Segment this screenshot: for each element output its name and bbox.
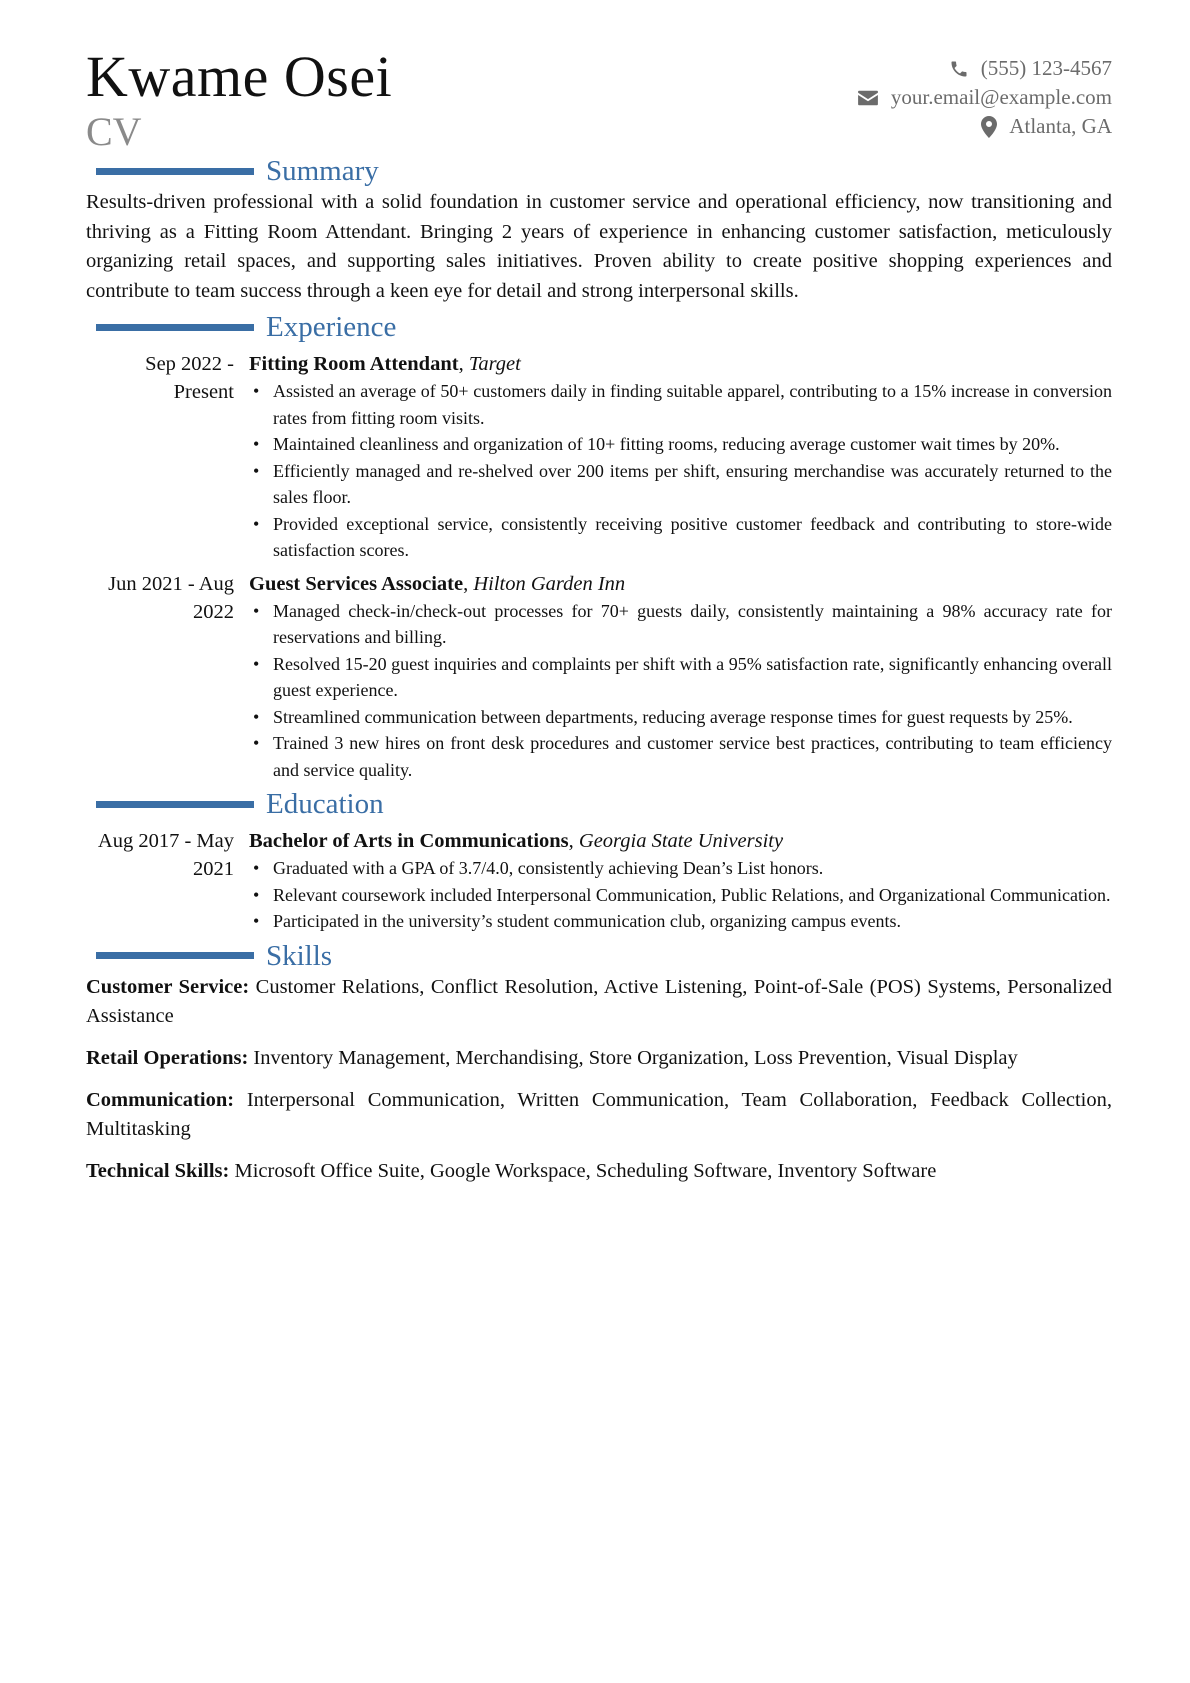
entry-org: Georgia State University bbox=[578, 830, 784, 852]
skill-label: Retail Operations: bbox=[86, 1046, 249, 1069]
entry-bullets bbox=[249, 855, 1112, 935]
list-item: • Trained 3 new hires on front desk procedures and customer service best practices, contributing to team efficiency and service quality. bbox=[249, 730, 1112, 783]
list-item: • Efficiently managed and re-shelved over 200 items per shift, ensuring merchandise was accurately returned to the sales floor. bbox=[249, 458, 1112, 511]
list-item: • Assisted an average of 50+ customers daily in finding suitable apparel, contributing to a 15% increase in conversion rates from fitting room visits. bbox=[249, 378, 1112, 431]
skill-items: Interpersonal Communication, Written Communication, Team Collaboration, Feedback Collection, Multitasking bbox=[86, 1088, 1112, 1140]
contact-phone[interactable]: (555) 123-4567 bbox=[980, 56, 1112, 80]
list-item: • Graduated with a GPA of 3.7/4.0, consistently achieving Dean’s List honors. bbox=[249, 855, 1112, 882]
skill-group bbox=[86, 1157, 1112, 1186]
person-name: Kwame Osei bbox=[86, 44, 393, 109]
contact-email-row bbox=[857, 83, 1112, 112]
skill-group bbox=[86, 1086, 1112, 1144]
education-title: Education bbox=[266, 788, 384, 820]
envelope-icon bbox=[857, 89, 879, 107]
contact-location-row bbox=[857, 112, 1112, 141]
skill-group bbox=[86, 973, 1112, 1031]
entry-role: Guest Services Associate bbox=[249, 572, 464, 595]
experience-heading bbox=[96, 310, 1112, 344]
experience-title: Experience bbox=[266, 311, 397, 343]
list-item: • Provided exceptional service, consistently receiving positive customer feedback and contributing to store-wide satisfaction scores. bbox=[249, 511, 1112, 564]
list-item: • Resolved 15-20 guest inquiries and complaints per shift with a 95% satisfaction rate, significantly enhancing overall guest experience. bbox=[249, 651, 1112, 704]
contact-location: Atlanta, GA bbox=[1009, 114, 1112, 138]
map-marker-icon bbox=[981, 116, 997, 138]
skills-heading bbox=[96, 939, 1112, 973]
entry-date: Sep 2022 - Present bbox=[145, 353, 234, 403]
skill-items: Microsoft Office Suite, Google Workspace, Scheduling Software, Inventory Software bbox=[234, 1159, 937, 1182]
entry-title: Guest Services Associate, Hilton Garden Inn bbox=[249, 572, 626, 595]
education-entry bbox=[86, 827, 1112, 935]
list-item: • Participated in the university’s student communication club, organizing campus events. bbox=[249, 908, 1112, 935]
entry-bullets bbox=[249, 378, 1112, 564]
phone-icon bbox=[949, 59, 969, 79]
entry-date: Aug 2017 - May 2021 bbox=[97, 830, 234, 880]
section-accent-bar bbox=[96, 952, 254, 959]
list-item: • Managed check-in/check-out processes for 70+ guests daily, consistently maintaining a 98% accuracy rate for reservations and billing. bbox=[249, 598, 1112, 651]
entry-org: Target bbox=[468, 353, 521, 375]
skill-label: Customer Service: bbox=[86, 975, 250, 998]
document-subtitle: CV bbox=[86, 109, 142, 154]
entry-date: Jun 2021 - Aug 2022 bbox=[108, 572, 234, 623]
contact-email[interactable]: your.email@example.com bbox=[890, 85, 1112, 109]
list-item: • Streamlined communication between departments, reducing average response times for guest requests by 25%. bbox=[249, 704, 1112, 731]
entry-body bbox=[249, 827, 1112, 935]
experience-section bbox=[86, 310, 1112, 783]
summary-section bbox=[86, 154, 1112, 306]
cv-header bbox=[86, 44, 1112, 154]
section-accent-bar bbox=[96, 168, 254, 175]
summary-title: Summary bbox=[266, 155, 379, 187]
skills-section bbox=[86, 939, 1112, 1186]
skill-group bbox=[86, 1044, 1112, 1073]
experience-entry bbox=[86, 350, 1112, 564]
skill-items: Customer Relations, Conflict Resolution, Active Listening, Point-of-Sale (POS) Systems, Personalized Assistance bbox=[86, 975, 1112, 1027]
list-item: • Relevant coursework included Interpersonal Communication, Public Relations, and Organizational Communication. bbox=[249, 882, 1112, 909]
skill-label: Communication: bbox=[86, 1088, 235, 1111]
entry-role: Fitting Room Attendant bbox=[249, 353, 459, 375]
cv-page bbox=[86, 44, 1112, 1199]
summary-heading bbox=[96, 154, 1112, 188]
entry-title: Bachelor of Arts in Communications, Georgia State University bbox=[249, 830, 784, 852]
skill-label: Technical Skills: bbox=[86, 1159, 230, 1182]
skill-items: Inventory Management, Merchandising, Store Organization, Loss Prevention, Visual Display bbox=[253, 1046, 1018, 1069]
entry-body bbox=[249, 570, 1112, 784]
entry-title: Fitting Room Attendant, Target bbox=[249, 353, 521, 375]
experience-entry bbox=[86, 570, 1112, 784]
section-accent-bar bbox=[96, 801, 254, 808]
section-accent-bar bbox=[96, 324, 254, 331]
list-item: • Maintained cleanliness and organization of 10+ fitting rooms, reducing average customer wait times by 20%. bbox=[249, 431, 1112, 458]
contact-phone-row bbox=[857, 54, 1112, 83]
education-section bbox=[86, 787, 1112, 935]
summary-text: Results-driven professional with a solid foundation in customer service and operational efficiency, now transitioning and thriving as a Fitting Room Attendant. Bringing 2 years of experience in enhancing customer satisfaction, meticulously organizing retail spaces, and supporting sales initiatives. Proven ability to create positive shopping experiences and contribute to team success through a keen eye for detail and strong interpersonal skills. bbox=[86, 191, 1112, 302]
entry-body bbox=[249, 350, 1112, 564]
entry-org: Hilton Garden Inn bbox=[473, 572, 626, 595]
education-heading bbox=[96, 787, 1112, 821]
skills-title: Skills bbox=[266, 939, 333, 972]
entry-role: Bachelor of Arts in Communications bbox=[249, 830, 569, 852]
entry-bullets bbox=[249, 598, 1112, 784]
contact-block bbox=[857, 54, 1112, 141]
